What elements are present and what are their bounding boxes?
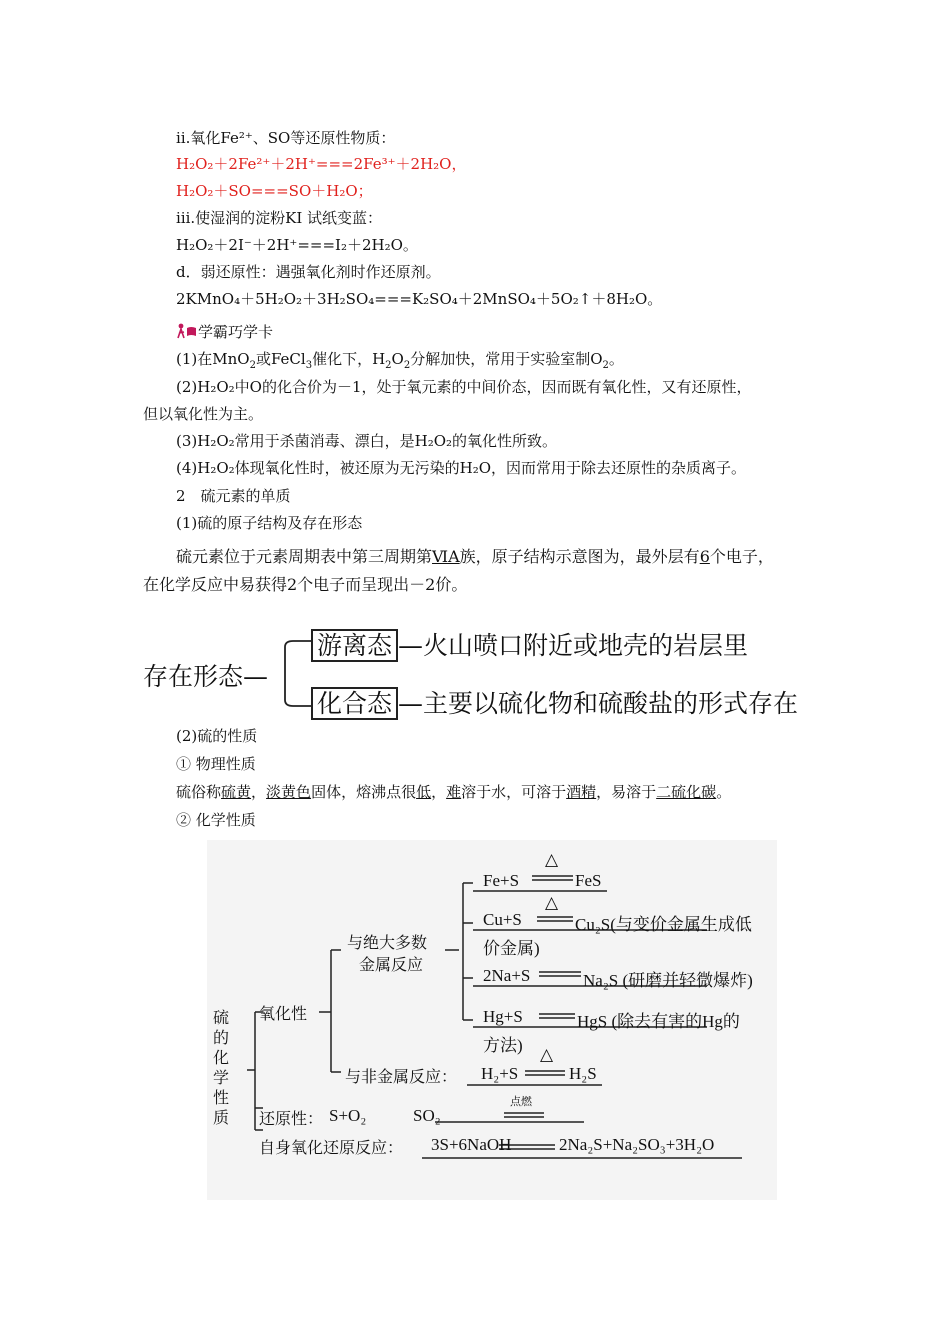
heat-symbol: △ bbox=[540, 1045, 554, 1064]
equation-line: H₂O₂＋2Fe²⁺＋2H⁺===2Fe³⁺＋2H₂O， bbox=[176, 155, 467, 173]
tip-card-title: 学霸巧学卡 bbox=[198, 323, 274, 341]
equation-line: 2KMnO₄＋5H₂O₂＋3H₂SO₄===K₂SO₄＋2MnSO₄＋5O₂↑＋8H₂O。 bbox=[176, 290, 663, 308]
text-line: 硫俗称硫黄，淡黄色固体，熔沸点很低，难溶于水，可溶于酒精，易溶于二硫化碳。 bbox=[176, 783, 732, 801]
existence-diagram bbox=[143, 622, 823, 722]
reaction-s-o2: S+O₂ bbox=[329, 1106, 367, 1125]
reaction-hg-s: Hg+S bbox=[483, 1007, 523, 1026]
existence-root: 存在形态— bbox=[143, 662, 269, 691]
reaction-h2-s: H₂+S bbox=[481, 1064, 519, 1083]
text-line: d．弱还原性：遇强氧化剂时作还原剂。 bbox=[176, 263, 441, 281]
reduction-label: 还原性： bbox=[259, 1109, 324, 1128]
product-cu2s: Cu₂S(与变价金属生成低 bbox=[575, 915, 752, 934]
product-na2s-na2so3: 2Na₂S+Na₂SO₃+3H₂O bbox=[559, 1135, 715, 1154]
text-line: (1)在MnO$_2$或FeCl$_3$催化下，$H_2O_2$分解加快，常用于实验室制$O_2$。 bbox=[176, 350, 624, 371]
sub-heading: ① 物理性质 bbox=[176, 755, 256, 773]
subsection-heading: (1)硫的原子结构及存在形态 bbox=[176, 514, 363, 532]
section-heading: 2 硫元素的单质 bbox=[176, 487, 291, 505]
text-line: (2)H₂O₂中O的化合价为－1，处于氧元素的中间价态，因而既有氧化性，又有还原性， bbox=[176, 378, 752, 396]
text-line: 硫元素位于元素周期表中第三周期第ⅥA族，原子结构示意图为，最外层有6个电子， bbox=[176, 547, 774, 566]
sub-heading: ② 化学性质 bbox=[176, 811, 256, 829]
heat-symbol: △ bbox=[545, 850, 559, 869]
chemical-property-diagram bbox=[207, 840, 777, 1200]
tip-card-heading bbox=[176, 321, 273, 342]
oxidation-label: 氧化性 bbox=[259, 1004, 308, 1023]
product-so2: SO₂ bbox=[413, 1106, 441, 1125]
equation-line: H₂O₂＋SO===SO＋H₂O； bbox=[176, 182, 373, 200]
heat-symbol: △ bbox=[545, 893, 559, 912]
root-label: 硫 的 化 学 性 质 bbox=[212, 1008, 229, 1127]
equation-line: H₂O₂＋2I⁻＋2H⁺===I₂＋2H₂O。 bbox=[176, 236, 418, 254]
free-state-box: 游离态 bbox=[311, 629, 398, 662]
product-h2s: H₂S bbox=[569, 1064, 597, 1083]
reaction-s-naoh: 3S+6NaOH bbox=[431, 1135, 512, 1154]
product-hgs: HgS (除去有害的Hg的 bbox=[577, 1012, 740, 1031]
reaction-cu-s: Cu+S bbox=[483, 910, 522, 929]
text-line: 但以氧化性为主。 bbox=[143, 405, 264, 423]
text-line: ⅱ.氧化Fe²⁺、SO等还原性物质： bbox=[176, 129, 396, 147]
text-line: (4)H₂O₂体现氧化性时，被还原为无污染的H₂O，因而常用于除去还原性的杂质离子。 bbox=[176, 459, 747, 477]
text-line: 在化学反应中易获得2个电子而呈现出－2价。 bbox=[143, 575, 468, 594]
text-line: (3)H₂O₂常用于杀菌消毒、漂白，是H₂O₂的氧化性所致。 bbox=[176, 432, 558, 450]
text-line: ⅲ.使湿润的淀粉KI 试纸变蓝： bbox=[176, 209, 383, 227]
subsection-heading: (2)硫的性质 bbox=[176, 727, 258, 745]
combined-state-box: 化合态 bbox=[311, 687, 398, 720]
combined-state-desc: —主要以硫化物和硫酸盐的形式存在 bbox=[398, 689, 799, 718]
note-cu: 价金属) bbox=[483, 939, 540, 958]
metal-label-1: 与绝大多数 bbox=[347, 933, 428, 952]
reaction-fe-s: Fe+S bbox=[483, 871, 520, 890]
self-redox-label: 自身氧化还原反应： bbox=[259, 1138, 404, 1157]
product-na2s: Na₂S (研磨并轻微爆炸) bbox=[583, 971, 753, 990]
ignite-condition: 点燃 bbox=[510, 1095, 532, 1108]
metal-label-2: 金属反应 bbox=[359, 955, 424, 974]
reaction-na-s: 2Na+S bbox=[483, 966, 531, 985]
product-fes: FeS bbox=[575, 871, 602, 890]
reading-person-icon bbox=[176, 323, 198, 339]
nonmetal-label: 与非金属反应： bbox=[345, 1067, 458, 1086]
note-hg: 方法) bbox=[483, 1036, 523, 1055]
free-state-desc: —火山喷口附近或地壳的岩层里 bbox=[398, 631, 749, 660]
